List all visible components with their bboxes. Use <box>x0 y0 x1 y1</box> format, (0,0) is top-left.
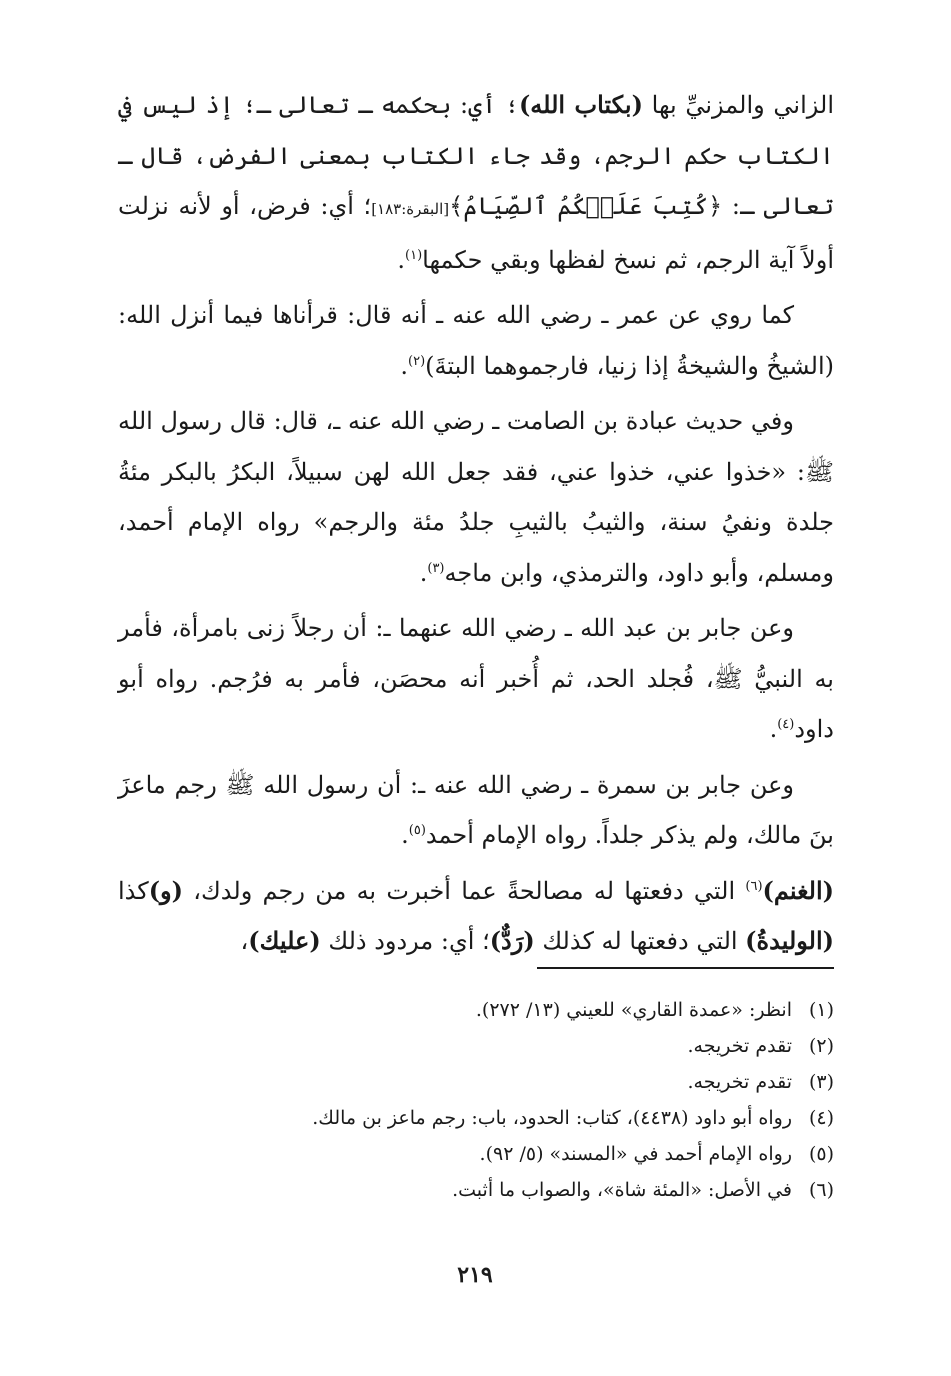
footnote-item <box>160 1064 834 1100</box>
text-segment: وعن جابر بن سمرة ـ رضي الله عنه ـ: أن رسول الله ﷺ رجم ماعزَ بنَ مالك، ولم يذكر جلداً. رواه الإمام أحمد <box>118 770 834 849</box>
quoted-term: (عليك) <box>248 926 321 955</box>
paragraph-4 <box>118 603 834 755</box>
footnote-text: تقدم تخريجه. <box>687 1035 792 1057</box>
footnote-item <box>160 1100 834 1136</box>
punctuation: . <box>401 821 409 849</box>
quoted-term: (الغنم) <box>762 875 834 905</box>
text-segment: ؛ أي: فرض، أو لأنه نزلت أولاً آية الرجم، ثم نسخ لفظها وبقي حكمها <box>118 192 834 274</box>
text-segment: التي دفعتها له كذلك <box>534 927 746 955</box>
footnote-marker: (١) <box>405 247 423 263</box>
footnote-text: رواه الإمام أحمد في «المسند» (٥/ ٩٢). <box>479 1143 792 1165</box>
quoted-term: (الوليدةُ) <box>745 926 834 955</box>
text-segment: كما روي عن عمر ـ رضي الله عنه ـ أنه قال: قرأناها فيما أنزل الله: (الشيخُ والشيخةُ إذا زنيا، فارجموهما البتةَ) <box>118 301 834 380</box>
paragraph-2 <box>118 290 834 391</box>
footnote-marker: (٤) <box>777 717 795 732</box>
quoted-term: (بكتاب الله) <box>518 90 643 119</box>
text-segment: كذا <box>118 876 149 905</box>
paragraph-5 <box>118 760 834 861</box>
footnote-text: في الأصل: «المئة شاة»، والصواب ما أثبت. <box>452 1179 792 1201</box>
text-segment: ؛ أي: بحكمه ـ تعالى ـ؛ إذ ليس في الكتاب حكم الرجم، وقد جاء الكتاب بمعنى الفرض، قال ـ تعالى ـ: <box>118 91 834 220</box>
page-number: ٢١٩ <box>457 1262 493 1288</box>
paragraph-1 <box>118 80 834 285</box>
footnote-separator <box>537 967 834 969</box>
footnote-number: (١) <box>808 999 834 1021</box>
punctuation: . <box>419 558 428 587</box>
punctuation: . <box>769 715 778 743</box>
footnote-number: (٢) <box>808 1035 834 1057</box>
punctuation: ، <box>240 927 249 955</box>
text-segment: ؛ أي: مردود ذلك <box>320 927 490 955</box>
quoted-term: (رَدٌّ) <box>489 926 535 955</box>
text-segment: الزاني والمزنيِّ بها <box>642 91 834 119</box>
text-segment: وعن جابر بن عبد الله ـ رضي الله عنهما ـ: أن رجلاً زنى بامرأة، فأمر به النبيُّ ﷺ، فُجلد الحد، ثم أُخبر أنه محصَن، فأمر به فرُجم. رواه أبو داود <box>118 614 834 743</box>
text-segment: وفي حديث عبادة بن الصامت ـ رضي الله عنه ـ، قال: قال رسول الله ﷺ: «خذوا عني، خذوا عني، فقد جعل الله لهن سبيلاً، البكرُ بالبكر مئةُ جلدة ونفيُ سنة، والثيبُ بالثيبِ جلدُ مئة والرجم» رواه الإمام أحمد، ومسلم، وأبو داود، والترمذي، وابن ماجه <box>118 407 834 587</box>
footnote-item <box>160 1136 834 1172</box>
footnote-marker: (٣) <box>427 560 445 576</box>
footnote-item <box>160 1172 834 1208</box>
footnote-text: تقدم تخريجه. <box>687 1071 792 1093</box>
footnote-marker: (٥) <box>408 823 426 838</box>
punctuation: . <box>400 351 409 380</box>
main-text <box>118 80 834 967</box>
footnote-number: (٦) <box>808 1179 834 1201</box>
footnote-text: رواه أبو داود (٤٤٣٨)، كتاب: الحدود، باب: رجم ماعز بن مالك. <box>312 1107 792 1129</box>
punctuation: . <box>397 245 406 274</box>
text-segment: التي دفعتها له مصالحةً عما أخبرت به من رجم ولدك، <box>183 876 746 905</box>
footnote-number: (٣) <box>808 1071 834 1093</box>
quoted-term: (و) <box>148 875 184 905</box>
footnote-number: (٤) <box>808 1107 834 1129</box>
footnote-item <box>160 1028 834 1064</box>
verse-reference: [البقرة:١٨٣] <box>371 200 450 218</box>
footnote-number: (٥) <box>808 1143 834 1165</box>
footnote-item <box>160 992 834 1028</box>
footnote-marker: (٢) <box>408 353 426 369</box>
footnote-marker: (٦) <box>745 878 763 894</box>
footnote-text: انظر: «عمدة القاري» للعيني (١٣/ ٢٧٢). <box>475 999 792 1021</box>
paragraph-3 <box>118 396 834 598</box>
footnotes <box>160 992 834 1208</box>
quran-verse: ﴿كُتِبَ عَلَيۡكُمُ ٱلصِّيَامُ﴾ <box>449 192 723 220</box>
paragraph-6 <box>118 866 834 967</box>
